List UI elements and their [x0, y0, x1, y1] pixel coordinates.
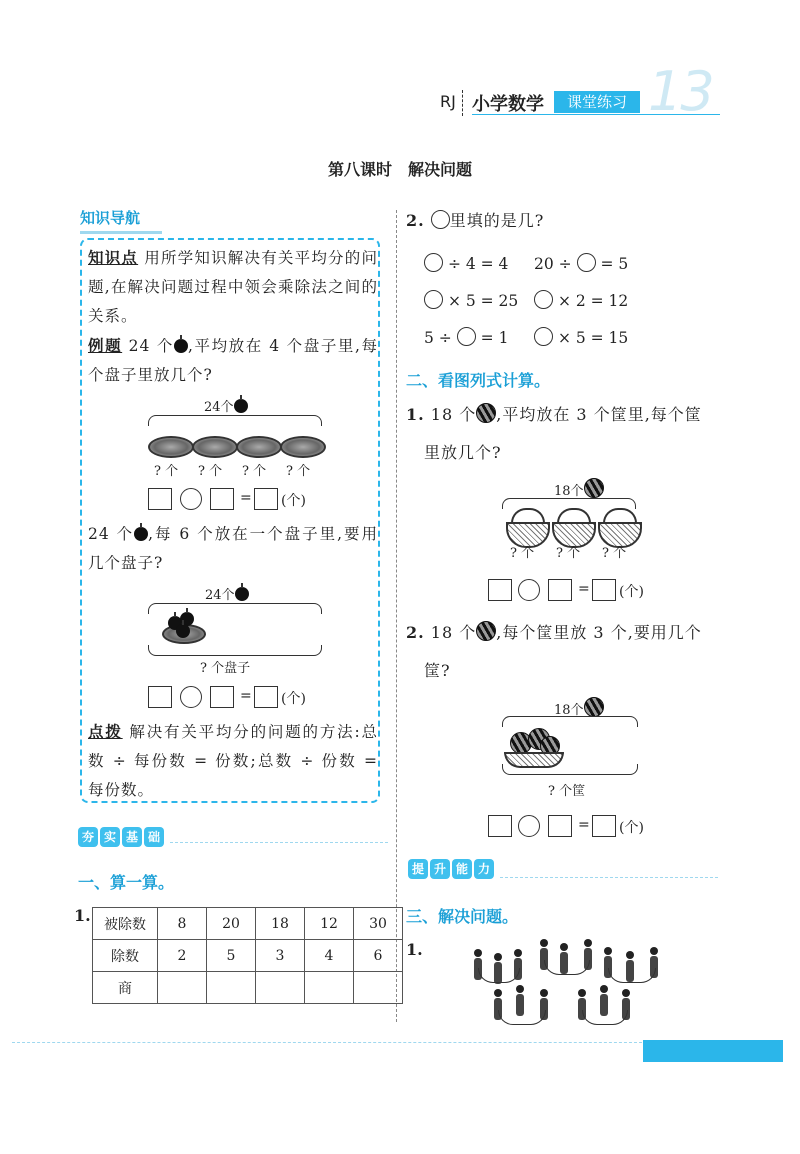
section3-title: 三、解决问题。 [406, 907, 519, 926]
fig1-unknown-label: ? 个 [154, 464, 179, 479]
section2-title: 二、看图列式计算。 [406, 371, 551, 390]
knowledge-point [88, 244, 378, 331]
answer-box[interactable] [254, 686, 278, 708]
edition-label: RJ [440, 92, 456, 111]
header-divider [462, 90, 463, 116]
section1-title: 一、算一算。 [78, 873, 175, 892]
q2-eq-2-left [424, 290, 518, 310]
fig2-total-label [205, 584, 249, 603]
fig3-total-label [554, 478, 604, 499]
footer-line [12, 1042, 642, 1043]
knowledge-point-text: 用所学知识解决有关平均分的问题,在解决问题过程中领会乘除法之间的关系。 [88, 249, 378, 325]
fig1-unknown-label: ? 个 [198, 464, 223, 479]
answer-box[interactable] [592, 815, 616, 837]
rope [478, 968, 520, 983]
table-cell: 2 [158, 940, 207, 972]
circle-blank-icon [431, 210, 450, 229]
q2-eq-1-left [424, 253, 508, 273]
row-label: 除数 [93, 940, 158, 972]
operator-circle[interactable] [180, 488, 202, 510]
basics-banner [78, 826, 166, 848]
equals-sign: = [578, 581, 590, 597]
fig4-brace-bottom [502, 764, 638, 775]
table-cell: 20 [207, 908, 256, 940]
answer-box[interactable] [210, 686, 234, 708]
section1-q1-number: 1. [74, 906, 91, 925]
fig1-brace [148, 415, 322, 426]
equals-sign: = [240, 490, 252, 506]
row-label: 被除数 [93, 908, 158, 940]
banner-char: 力 [474, 859, 494, 879]
subject-label: 小学数学 [472, 94, 544, 115]
fig3-unknown-label: ? 个 [510, 546, 535, 561]
circle-blank[interactable] [534, 290, 553, 309]
table-cell: 18 [256, 908, 305, 940]
q2-text-b: ,每个筐里放 3 个,要用几个 [496, 623, 702, 642]
table-row [93, 972, 403, 1004]
banner-char: 实 [100, 827, 120, 847]
fig1-unknown-label: ? 个 [286, 464, 311, 479]
section2-q1 [406, 396, 724, 472]
apple-icon [134, 527, 148, 541]
section2-q1-number: 1. [406, 405, 425, 424]
rope [544, 960, 590, 975]
answer-box[interactable] [254, 488, 278, 510]
q2-text: 里填的是几? [449, 211, 545, 230]
answer-box[interactable] [592, 579, 616, 601]
fig4-brace-top [502, 716, 638, 727]
eq-text: 20 ÷ [534, 255, 572, 273]
fig4-unknown-label: ? 个筐 [548, 784, 586, 799]
section3-q1-number: 1. [406, 940, 423, 959]
eq-text: = 1 [480, 329, 509, 347]
answer-box[interactable] [148, 686, 172, 708]
fig1-unknown-label: ? 个 [242, 464, 267, 479]
operator-circle[interactable] [180, 686, 202, 708]
rope [608, 968, 656, 983]
basics-banner-line [170, 842, 388, 843]
example-question-2 [88, 520, 378, 578]
division-table [92, 907, 403, 1004]
knowledge-heading-underline [80, 231, 162, 234]
answer-cell[interactable] [207, 972, 256, 1004]
watermelon-icon [476, 403, 496, 423]
q2-eq-2-right [534, 290, 628, 310]
section2-q2-number: 2. [406, 623, 425, 642]
unit-label: (个) [619, 820, 644, 836]
equals-sign: = [240, 688, 252, 704]
circle-blank[interactable] [457, 327, 476, 346]
example-q2-part-a: 24 个 [88, 525, 135, 543]
answer-cell[interactable] [354, 972, 403, 1004]
q1-text-c: 里放几个? [424, 443, 502, 462]
knowledge-heading: 知识导航 [80, 209, 141, 227]
tip-label: 点拨 [88, 723, 123, 741]
unit-label: (个) [619, 584, 644, 600]
banner-char: 夯 [78, 827, 98, 847]
fig3-unknown-label: ? 个 [556, 546, 581, 561]
watermelon-icon [476, 621, 496, 641]
apple-icon [235, 587, 249, 601]
banner-char: 升 [430, 859, 450, 879]
q2-eq-1-right [534, 253, 628, 273]
table-cell: 8 [158, 908, 207, 940]
table-cell: 3 [256, 940, 305, 972]
answer-box[interactable] [548, 579, 572, 601]
plate-icon [280, 436, 326, 458]
answer-box[interactable] [488, 579, 512, 601]
table-cell: 5 [207, 940, 256, 972]
table-cell: 6 [354, 940, 403, 972]
q2-text-a: 18 个 [430, 623, 477, 642]
row-label: 商 [93, 972, 158, 1004]
improve-banner-line [500, 877, 718, 878]
example-q2-part-b: ,每 6 个放在一个盘子里,要用几个盘子? [88, 525, 378, 572]
rope [498, 1010, 546, 1025]
q1-text-a: 18 个 [430, 405, 477, 424]
answer-box[interactable] [488, 815, 512, 837]
watermelon-icon [584, 697, 604, 717]
banner-char: 础 [144, 827, 164, 847]
banner-char: 提 [408, 859, 428, 879]
answer-box[interactable] [210, 488, 234, 510]
page-number: 13 [648, 60, 713, 123]
fig2-unknown-label: ? 个盘子 [200, 661, 251, 676]
operator-circle[interactable] [518, 815, 540, 837]
banner-char: 基 [122, 827, 142, 847]
fig4-total-label [554, 697, 604, 718]
circle-blank[interactable] [424, 253, 443, 272]
fig3-total-text: 18个 [554, 484, 584, 499]
example-q1-part-a: 24 个 [128, 337, 174, 355]
q2-number: 2. [406, 211, 425, 230]
practice-tag: 课堂练习 [554, 91, 640, 113]
footer-tab [643, 1040, 783, 1062]
table-cell: 12 [305, 908, 354, 940]
q2-prompt [406, 202, 544, 240]
fig2-total-text: 24个 [205, 588, 235, 603]
answer-box[interactable] [148, 488, 172, 510]
example-q1-part-b: ,平均放在 4 个盘子里,每个盘子里放几个? [88, 337, 378, 384]
operator-circle[interactable] [518, 579, 540, 601]
table-cell: 4 [305, 940, 354, 972]
equals-sign: = [578, 817, 590, 833]
tip-text: 解决有关平均分的问题的方法:总数 ÷ 每份数 = 份数;总数 ÷ 份数 = 每份数。 [88, 723, 378, 799]
fig1-total-text: 24个 [204, 400, 234, 415]
circle-blank[interactable] [577, 253, 596, 272]
eq-text: × 5 = 15 [557, 329, 629, 347]
fig2-brace-bottom [148, 645, 322, 656]
answer-cell[interactable] [305, 972, 354, 1004]
unit-label: (个) [281, 691, 306, 707]
eq-text: ÷ 4 = 4 [447, 255, 509, 273]
eq-text: × 5 = 25 [447, 292, 519, 310]
eq-text: × 2 = 12 [557, 292, 629, 310]
circle-blank[interactable] [424, 290, 443, 309]
q1-text-b: ,平均放在 3 个筐里,每个筐 [496, 405, 702, 424]
improve-banner [408, 858, 496, 880]
q2-eq-3-left [424, 327, 508, 347]
fig4-total-text: 18个 [554, 703, 584, 718]
table-row [93, 908, 403, 940]
plate-icon [236, 436, 282, 458]
rope [582, 1010, 628, 1025]
column-divider [396, 210, 397, 1022]
plate-icon [192, 436, 238, 458]
q2-text-c: 筐? [424, 661, 451, 680]
circle-blank[interactable] [534, 327, 553, 346]
example-question-1 [88, 332, 378, 390]
apple-icon [174, 339, 188, 353]
eq-text: 5 ÷ [424, 329, 452, 347]
header-underline [472, 114, 720, 115]
plate-icon [148, 436, 194, 458]
apple-icon [234, 399, 248, 413]
answer-box[interactable] [548, 815, 572, 837]
answer-cell[interactable] [256, 972, 305, 1004]
apple-icon [176, 624, 190, 638]
eq-text: = 5 [600, 255, 629, 273]
banner-char: 能 [452, 859, 472, 879]
answer-cell[interactable] [158, 972, 207, 1004]
unit-label: (个) [281, 493, 306, 509]
example-label: 例题 [88, 337, 123, 355]
tip [88, 718, 378, 805]
knowledge-point-label: 知识点 [88, 249, 139, 267]
table-row [93, 940, 403, 972]
lesson-title: 第八课时 解决问题 [327, 160, 472, 179]
fig3-unknown-label: ? 个 [602, 546, 627, 561]
q2-eq-3-right [534, 327, 628, 347]
watermelon-icon [584, 478, 604, 498]
fig1-total-label [204, 396, 248, 415]
table-cell: 30 [354, 908, 403, 940]
section2-q2 [406, 614, 724, 690]
